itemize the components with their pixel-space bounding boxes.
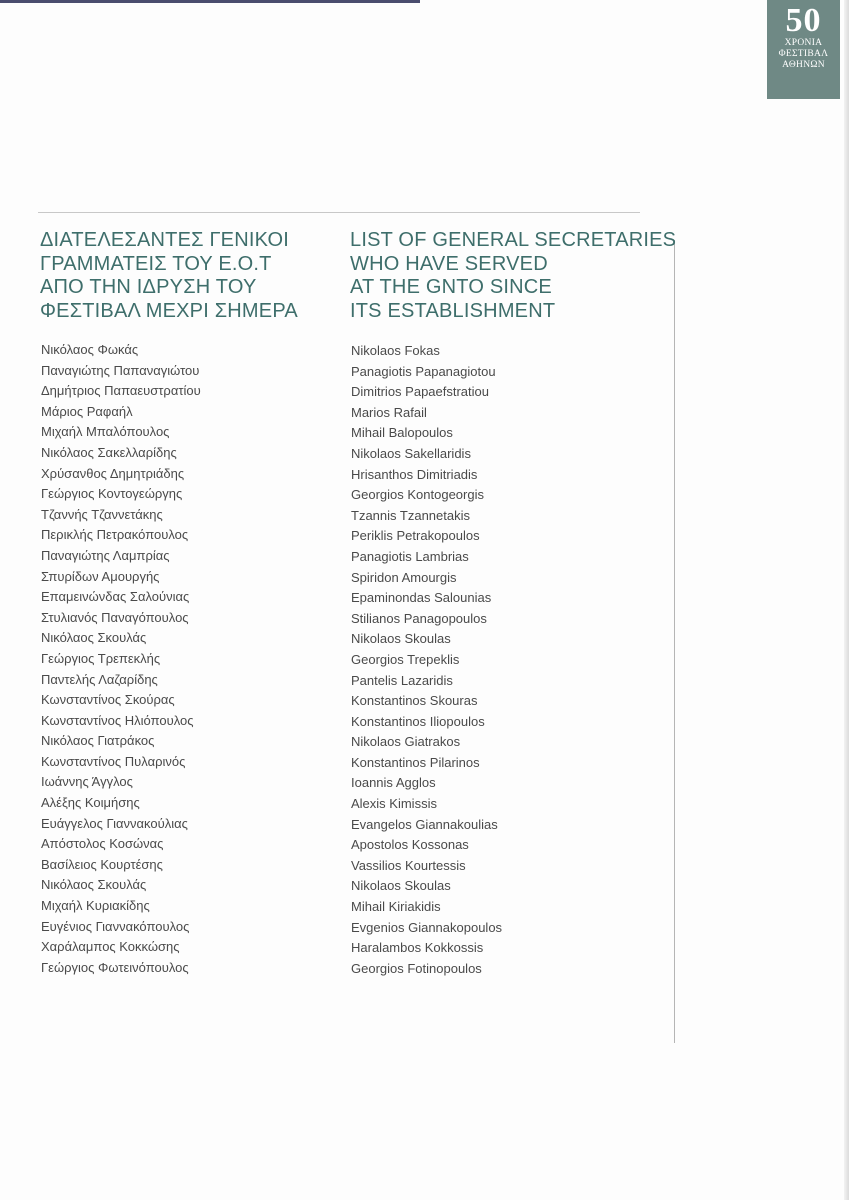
anniversary-badge bbox=[767, 0, 840, 99]
greek-names-list bbox=[41, 340, 201, 978]
list-item: Nikolaos Skoulas bbox=[351, 631, 451, 647]
list-item: Απόστολος Κοσώνας bbox=[41, 836, 164, 852]
list-item: Marios Rafail bbox=[351, 404, 427, 420]
list-item: Nikolaos Giatrakos bbox=[351, 734, 461, 750]
list-item: Στυλιανός Παναγόπουλος bbox=[41, 609, 189, 625]
list-item: Nikolaos Sakellaridis bbox=[351, 445, 471, 461]
top-edge-stripe bbox=[0, 0, 420, 3]
list-item: Periklis Petrakopoulos bbox=[351, 528, 480, 544]
list-item: Georgios Fotinopoulos bbox=[351, 960, 482, 976]
english-heading-line: AT THE GNTO SINCE bbox=[350, 276, 552, 298]
list-item: Panagiotis Lambrias bbox=[351, 548, 469, 564]
column-divider bbox=[674, 240, 675, 1043]
greek-heading-line: ΔΙΑΤΕΛΕΣΑΝΤΕΣ ΓΕΝΙΚΟΙ bbox=[40, 229, 290, 251]
greek-heading bbox=[40, 229, 298, 323]
list-item: Νικόλαος Φωκάς bbox=[41, 342, 139, 357]
list-item: Vassilios Kourtessis bbox=[351, 857, 466, 873]
list-item: Panagiotis Papanagiotou bbox=[351, 363, 496, 379]
greek-heading-line: ΓΡΑΜΜΑΤΕΙΣ ΤΟΥ Ε.Ο.Τ bbox=[40, 252, 272, 275]
list-item: Μιχαήλ Κυριακίδης bbox=[41, 898, 150, 914]
list-item: Δημήτριος Παπαευστρατίου bbox=[41, 383, 201, 399]
greek-heading-line: ΦΕΣΤΙΒΑΛ ΜΕΧΡΙ ΣΗΜΕΡΑ bbox=[40, 299, 298, 322]
list-item: Χαράλαμπος Κοκκώσης bbox=[41, 939, 180, 955]
list-item: Παναγιώτης Λαμπρίας bbox=[41, 547, 170, 563]
badge-line-1: ΧΡΟΝΙΑ bbox=[784, 38, 823, 48]
list-item: Dimitrios Papaefstratiou bbox=[351, 384, 489, 400]
list-item: Επαμεινώνδας Σαλούνιας bbox=[41, 589, 190, 605]
list-item: Hrisanthos Dimitriadis bbox=[351, 466, 478, 482]
list-item: Παντελής Λαζαρίδης bbox=[41, 671, 158, 687]
list-item: Pantelis Lazaridis bbox=[351, 672, 453, 688]
list-item: Κωνσταντίνος Ηλιόπουλος bbox=[41, 712, 194, 728]
list-item: Γεώργιος Τρεπεκλής bbox=[41, 650, 161, 666]
list-item: Mihail Balopoulos bbox=[351, 425, 453, 441]
list-item: Παναγιώτης Παπαναγιώτου bbox=[41, 362, 200, 378]
list-item: Κωνσταντίνος Πυλαρινός bbox=[41, 753, 186, 769]
english-heading-line: ITS ESTABLISHMENT bbox=[350, 299, 556, 322]
list-item: Βασίλειος Κουρτέσης bbox=[41, 856, 163, 872]
badge-line-3: ΑΘΗΝΩΝ bbox=[782, 60, 825, 70]
list-item: Nikolaos Fokas bbox=[351, 343, 440, 358]
list-item: Ευγένιος Γιαννακόπουλος bbox=[41, 918, 190, 934]
list-item: Νικόλαος Σακελλαρίδης bbox=[41, 444, 177, 460]
list-item: Αλέξης Κοιμήσης bbox=[41, 795, 140, 811]
list-item: Μάριος Ραφαήλ bbox=[41, 403, 133, 419]
list-item: Μιχαήλ Μπαλόπουλος bbox=[41, 424, 170, 440]
english-heading-line: LIST OF GENERAL SECRETARIES bbox=[350, 229, 677, 251]
list-item: Mihail Kiriakidis bbox=[351, 899, 441, 915]
list-item: Spiridon Amourgis bbox=[351, 569, 457, 585]
english-names-list bbox=[351, 341, 502, 979]
list-item: Konstantinos Pilarinos bbox=[351, 754, 480, 770]
list-item: Τζαννής Τζαννετάκης bbox=[41, 506, 163, 522]
english-heading-line: WHO HAVE SERVED bbox=[350, 252, 548, 275]
list-item: Νικόλαος Γιατράκος bbox=[41, 733, 155, 749]
list-item: Evangelos Giannakoulias bbox=[351, 816, 498, 832]
list-item: Epaminondas Salounias bbox=[351, 590, 492, 606]
list-item: Haralambos Kokkossis bbox=[351, 940, 484, 956]
list-item: Stilianos Panagopoulos bbox=[351, 610, 487, 626]
list-item: Νικόλαος Σκουλάς bbox=[41, 877, 147, 893]
english-heading bbox=[350, 229, 676, 323]
list-item: Evgenios Giannakopoulos bbox=[351, 919, 503, 935]
list-item: Ioannis Agglos bbox=[351, 775, 436, 791]
list-item: Konstantinos Iliopoulos bbox=[351, 713, 485, 729]
list-item: Χρύσανθος Δημητριάδης bbox=[41, 465, 185, 481]
list-item: Konstantinos Skouras bbox=[351, 693, 478, 709]
list-item: Περικλής Πετρακόπουλος bbox=[41, 527, 189, 543]
list-item: Apostolos Kossonas bbox=[351, 837, 469, 853]
page-edge-shadow bbox=[844, 0, 849, 1200]
list-item: Georgios Trepeklis bbox=[351, 651, 460, 667]
list-item: Γεώργιος Φωτεινόπουλος bbox=[41, 959, 189, 975]
list-item: Ιωάννης Άγγλος bbox=[41, 774, 133, 790]
list-item: Nikolaos Skoulas bbox=[351, 878, 451, 894]
header-rule bbox=[38, 212, 640, 213]
badge-number: 50 bbox=[785, 2, 822, 39]
list-item: Georgios Kontogeorgis bbox=[351, 487, 484, 503]
list-item: Σπυρίδων Αμουργής bbox=[41, 568, 160, 584]
list-item: Tzannis Tzannetakis bbox=[351, 507, 470, 523]
badge-line-2: ΦΕΣΤΙΒΑΛ bbox=[778, 49, 829, 59]
list-item: Alexis Kimissis bbox=[351, 796, 437, 812]
greek-heading-line: ΑΠΟ ΤΗΝ ΙΔΡΥΣΗ ΤΟΥ bbox=[40, 276, 257, 298]
list-item: Νικόλαος Σκουλάς bbox=[41, 630, 147, 646]
list-item: Ευάγγελος Γιαννακούλιας bbox=[41, 815, 188, 831]
list-item: Κωνσταντίνος Σκούρας bbox=[41, 692, 175, 708]
list-item: Γεώργιος Κοντογεώργης bbox=[41, 486, 183, 502]
